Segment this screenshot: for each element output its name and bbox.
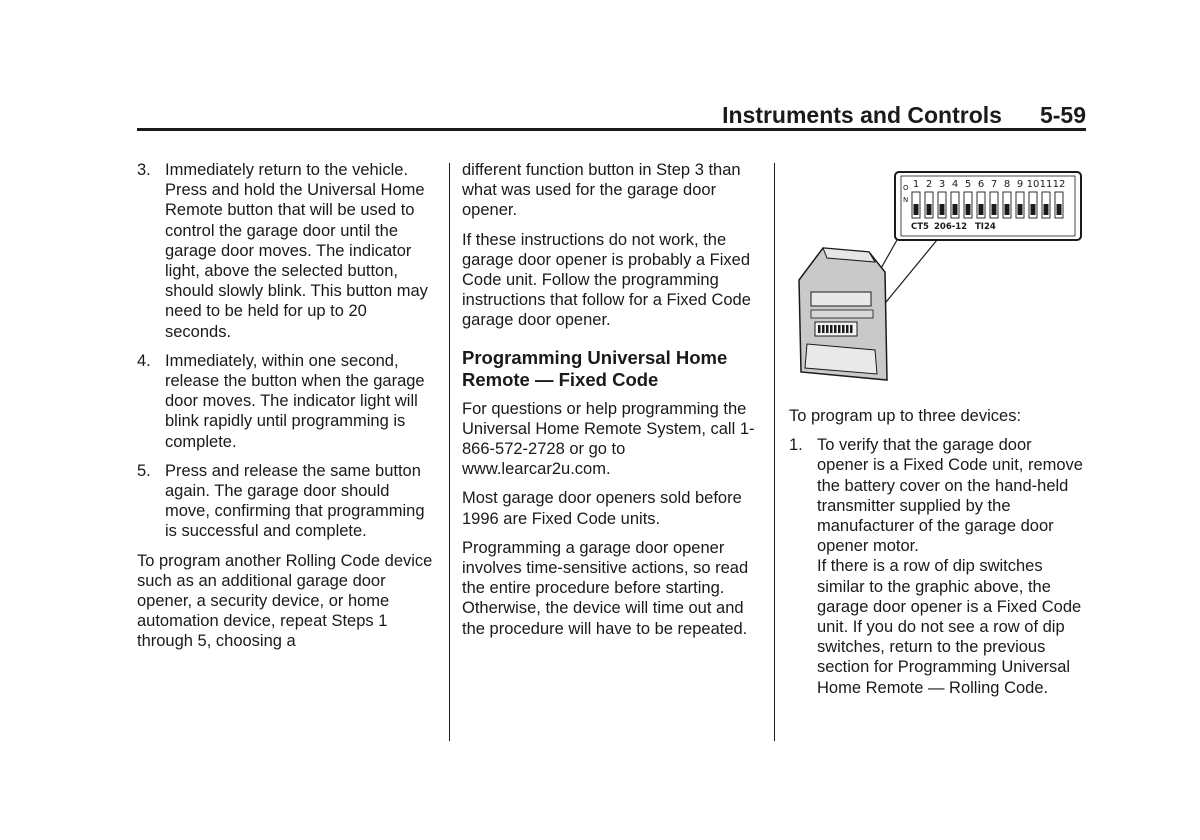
- step-text: Immediately, within one second, release the button when the garage door moves. The indicator light will blink rapidly until programming is complete.: [165, 351, 425, 451]
- switch-number: 10: [1026, 179, 1040, 190]
- step-text: Press and release the same button again. The garage door should move, confirming that programming is successful and complete.: [165, 461, 425, 541]
- step-number: 3.: [137, 161, 151, 179]
- transmitter-icon: [799, 248, 887, 380]
- transmitter-dip-switch-figure: [789, 160, 1091, 396]
- switch-number: 2: [925, 179, 933, 190]
- dip-switch-slider: [979, 204, 984, 215]
- dip-switch-illustration: [789, 160, 1091, 396]
- dip-switch-slider: [927, 204, 932, 215]
- list-item: [789, 435, 1086, 698]
- list-item: [137, 351, 437, 452]
- dip-switch-slider: [1005, 204, 1010, 215]
- step-text: [817, 435, 1086, 698]
- section-heading: Programming Universal Home Remote — Fixed Code: [462, 346, 728, 390]
- on-label-o: O: [903, 184, 909, 192]
- dip-switch-slider: [1044, 204, 1049, 215]
- dip-switch-slider: [953, 204, 958, 215]
- step-text: Immediately return to the vehicle. Press and hold the Universal Home Remote button that will be used to control the garage door until the garage door moves. The indicator light, above the selected button, should slowly blink. This button may need to be held for up to 20 seconds.: [165, 161, 428, 341]
- column-2: [462, 160, 762, 648]
- paragraph: For questions or help programming the Universal Home Remote System, call 1-866-572-2728 or go to www.learcar2u.com.: [462, 399, 755, 479]
- code-label-1: CT5: [911, 222, 929, 232]
- header-rule: [137, 128, 1086, 131]
- step-text-line: If there is a row of dip switches similar to the graphic above, the garage door opener is a Fixed Code unit. If you do not see a row of dip switches, return to the previous section for Programming Universal Home Remote — Rolling Code.: [817, 557, 1082, 697]
- dip-switch-slider: [1018, 204, 1023, 215]
- code-label-3: TI24: [975, 222, 996, 232]
- paragraph: different function button in Step 3 than what was used for the garage door opener.: [462, 161, 741, 220]
- switch-number: 6: [977, 179, 985, 190]
- paragraph: Most garage door openers sold before 1996 are Fixed Code units.: [462, 489, 742, 528]
- switch-number: 11: [1039, 179, 1053, 190]
- step-number: 5.: [137, 461, 151, 480]
- paragraph: If these instructions do not work, the garage door opener is probably a Fixed Code unit. Follow the programming instructions that follow for a Fixed Code garage door opener.: [462, 230, 751, 330]
- dip-switch-magnified: [895, 172, 1081, 240]
- switch-number: 4: [951, 179, 959, 190]
- switch-number: 8: [1003, 179, 1011, 190]
- column-divider-1: [449, 163, 450, 741]
- dip-switch-slider: [966, 204, 971, 215]
- switch-number: 1: [912, 179, 920, 190]
- switch-number: 12: [1052, 179, 1066, 190]
- column-1: [137, 160, 437, 661]
- on-label-n: N: [903, 196, 909, 204]
- switch-number: 7: [990, 179, 998, 190]
- switch-number: 3: [938, 179, 946, 190]
- list-item: [137, 461, 437, 542]
- step-text-line: To verify that the garage door opener is a Fixed Code unit, remove the battery cover on the hand-held transmitter supplied by the manufacturer of the garage door opener motor.: [817, 436, 1083, 556]
- dip-switch-slider: [1057, 204, 1062, 215]
- column-divider-2: [774, 163, 775, 741]
- section-title: Instruments and Controls: [722, 102, 1002, 128]
- step-number: 4.: [137, 351, 151, 370]
- dip-switch-slider: [940, 204, 945, 215]
- switch-number: 5: [964, 179, 972, 190]
- dip-switch-slider: [1031, 204, 1036, 215]
- code-label-2: 206-12: [934, 222, 968, 232]
- dip-switch-slider: [992, 204, 997, 215]
- dip-switch-slider: [914, 204, 919, 215]
- list-item: [137, 160, 437, 342]
- paragraph: To program another Rolling Code device such as an additional garage door opener, a security device, or home automation device, repeat Steps 1 through 5, choosing a: [137, 551, 433, 651]
- paragraph: Programming a garage door opener involves time-sensitive actions, so read the entire procedure before starting. Otherwise, the device will time out and the procedure will have to be repeated.: [462, 538, 749, 638]
- step-number: 1.: [789, 436, 803, 455]
- paragraph: To program up to three devices:: [789, 407, 1022, 425]
- column-3: [789, 160, 1086, 707]
- page-header: [137, 100, 1086, 130]
- page-number: 5-59: [1039, 102, 1086, 128]
- switch-number: 9: [1016, 179, 1024, 190]
